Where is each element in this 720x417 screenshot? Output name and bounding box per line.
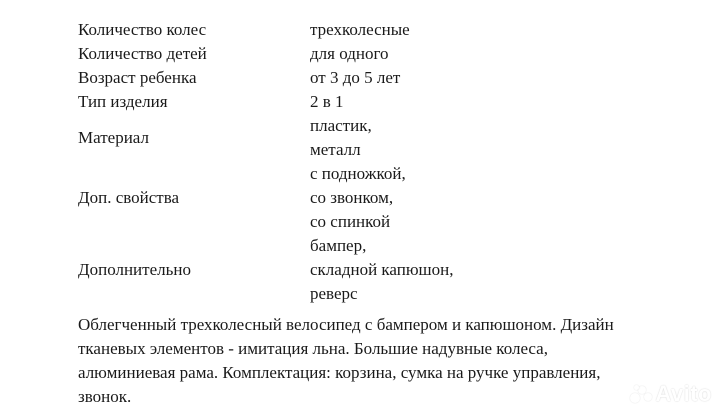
spec-value: пластик, [310, 116, 372, 135]
spec-label: Доп. свойства [78, 188, 180, 207]
spec-value: металл [310, 140, 361, 159]
spec-values [310, 42, 389, 66]
spec-row-wheels [78, 18, 678, 42]
spec-label: Количество колес [78, 20, 207, 39]
spec-value: трехколесные [310, 20, 410, 39]
spec-value: складной капюшон, [310, 260, 454, 279]
spec-label: Возраст ребенка [78, 68, 197, 87]
spec-values [310, 114, 372, 162]
spec-row-children [78, 42, 678, 66]
spec-label: Дополнительно [78, 260, 191, 279]
spec-value: от 3 до 5 лет [310, 68, 401, 87]
spec-values [310, 90, 344, 114]
spec-value: 2 в 1 [310, 92, 344, 111]
product-description: Облегченный трехколесный велосипед с бампером и капюшоном. Дизайн тканевых элементов - имитация льна. Большие надувные колеса, алюминиевая рама. Комплектация: корзина, сумка на ручке управления, звонок. [78, 315, 614, 406]
spec-values [310, 18, 410, 42]
spec-row-age [78, 66, 678, 90]
spec-label: Материал [78, 128, 149, 147]
spec-value: с подножкой, [310, 164, 406, 183]
spec-value: для одного [310, 44, 389, 63]
spec-row-extra-features [78, 162, 678, 234]
spec-row-additional [78, 234, 678, 306]
spec-row-material [78, 114, 678, 162]
spec-values [310, 234, 454, 306]
spec-values [310, 66, 400, 90]
spec-values [310, 162, 406, 234]
spec-label: Тип изделия [78, 92, 168, 111]
spec-row-type [78, 90, 678, 114]
spec-value: реверс [310, 284, 358, 303]
spec-value: со спинкой [310, 212, 391, 231]
avito-logo-dots-icon [630, 385, 652, 403]
avito-watermark [630, 381, 712, 407]
spec-value: бампер, [310, 236, 367, 255]
spec-value: со звонком, [310, 188, 394, 207]
specs-table [78, 18, 678, 306]
spec-label: Количество детей [78, 44, 207, 63]
avito-logo-text: Avito [655, 381, 712, 406]
